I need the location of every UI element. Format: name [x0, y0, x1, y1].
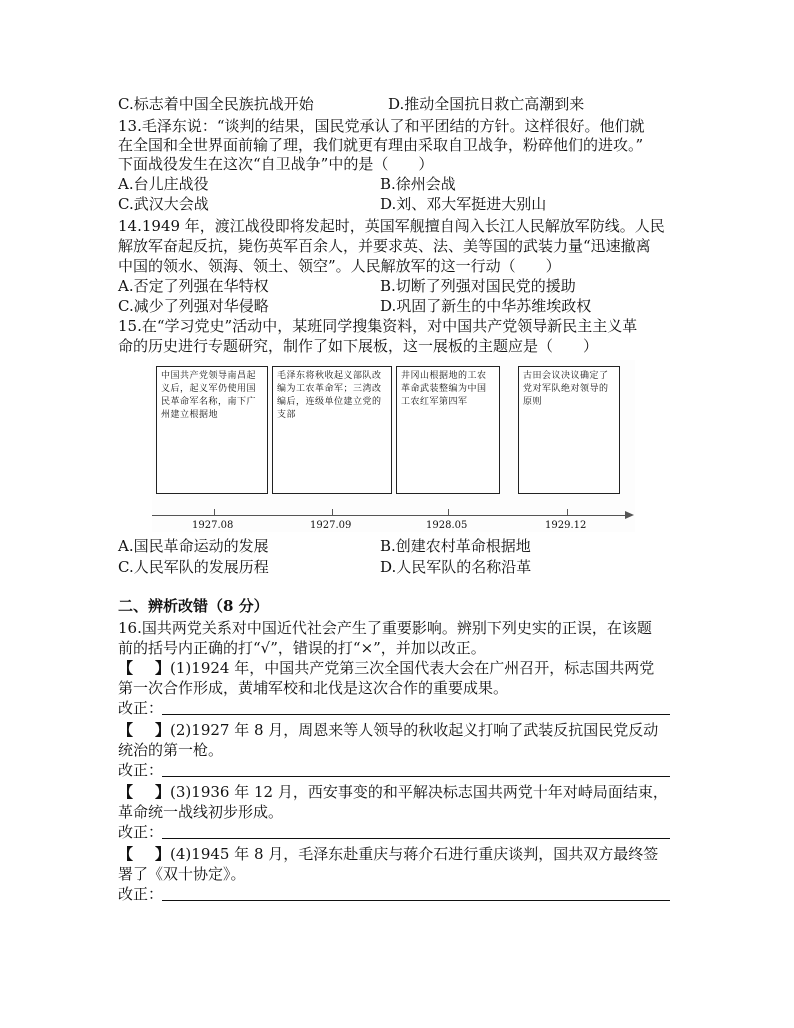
q14-option-d: D.巩固了新生的中华苏维埃政权 [380, 297, 592, 315]
timeline-date: 1929.12 [545, 520, 587, 531]
correction-label: 改正： [118, 823, 164, 841]
timeline-tick [448, 509, 449, 515]
answer-bracket-close[interactable]: 】 [155, 659, 171, 677]
q16-intro-line: 前的括号内正确的打“√”，错误的打“×”，并加以改正。 [118, 639, 486, 657]
q14-option-b: B.切断了列强对国民党的援助 [380, 277, 576, 295]
q14-stem-line: 解放军奋起反抗，毙伤英军百余人，并要求英、法、美等国的武装力量“迅速撤离 [118, 237, 651, 255]
q13-option-b: B.徐州会战 [380, 175, 456, 193]
q16-item-text: (1)1924 年，中国共产党第三次全国代表大会在广州召开，标志国共两党 [170, 659, 655, 677]
timeline-tick [332, 509, 333, 515]
correction-answer-line[interactable] [162, 900, 670, 901]
q13-option-d: D.刘、邓大军挺进大别山 [380, 195, 547, 213]
q15-option-b: B.创建农村革命根据地 [380, 537, 531, 555]
q16-item-2 [118, 720, 658, 740]
correction-answer-line[interactable] [162, 838, 670, 839]
q14-stem-line: 中国的领水、领海、领土、领空”。人民解放军的这一行动（ ） [118, 257, 561, 275]
timeline-arrow-icon [625, 511, 634, 519]
timeline-card: 中国共产党领导南昌起义后，起义军仍使用国民革命军名称，南下广州建立根据地 [156, 366, 268, 494]
timeline-card: 井冈山根据地的工农革命武装整编为中国工农红军第四军 [396, 366, 500, 494]
q13-stem-line: 在全国和全世界面前输了理，我们就更有理由采取自卫战争，粉碎他们的进攻。” [118, 136, 644, 154]
q14-option-a: A.否定了列强在华特权 [118, 277, 269, 295]
timeline-date: 1928.05 [426, 520, 468, 531]
correction-label: 改正： [118, 885, 164, 903]
answer-bracket-open[interactable]: 【 [118, 845, 134, 863]
q16-item-text: (4)1945 年 8 月，毛泽东赴重庆与蒋介石进行重庆谈判，国共双方最终签 [170, 845, 659, 863]
q13-stem-line: 13.毛泽东说：“谈判的结果，国民党承认了和平团结的方针。这样很好。他们就 [118, 117, 645, 135]
timeline-tick [214, 509, 215, 515]
answer-bracket-open[interactable]: 【 [118, 659, 134, 677]
answer-bracket-open[interactable]: 【 [118, 783, 134, 801]
q14-stem-line: 14.1949 年，渡江战役即将发起时，英国军舰擅自闯入长江人民解放军防线。人民 [118, 217, 665, 235]
q16-intro-line: 16.国共两党关系对中国近代社会产生了重要影响。辨别下列史实的正误，在该题 [118, 619, 652, 637]
q16-item-text-line2: 署了《双十协定》。 [118, 865, 246, 883]
timeline-date: 1927.09 [310, 520, 352, 531]
q14-option-c: C.减少了列强对华侵略 [118, 297, 269, 315]
q15-option-a: A.国民革命运动的发展 [118, 537, 269, 555]
q16-item-text: (2)1927 年 8 月，周恩来等人领导的秋收起义打响了武装反抗国民党反动 [170, 721, 659, 739]
q13-option-c: C.武汉大会战 [118, 195, 209, 213]
timeline-card: 毛泽东将秋收起义部队改编为工农革命军；三湾改编后，连级单位建立党的支部 [272, 366, 392, 494]
timeline-exhibit-board [152, 360, 635, 532]
timeline-axis [152, 515, 627, 516]
q13-option-a: A.台儿庄战役 [118, 175, 209, 193]
q12-option-c: C.标志着中国全民族抗战开始 [118, 95, 314, 113]
q12-option-d: D.推动全国抗日救亡高潮到来 [388, 95, 585, 113]
correction-label: 改正： [118, 699, 164, 717]
q15-stem-line: 命的历史进行专题研究，制作了如下展板，这一展板的主题应是（ ） [118, 337, 599, 355]
q16-item-3 [118, 782, 668, 802]
q15-stem-line: 15.在“学习党史”活动中，某班同学搜集资料，对中国共产党领导新民主主义革 [118, 317, 638, 335]
correction-label: 改正： [118, 761, 164, 779]
correction-answer-line[interactable] [162, 714, 670, 715]
section-heading: 二、辨析改错（8 分） [118, 597, 269, 615]
answer-bracket-close[interactable]: 】 [155, 845, 171, 863]
timeline-tick [567, 509, 568, 515]
answer-bracket-open[interactable]: 【 [118, 721, 134, 739]
correction-answer-line[interactable] [162, 776, 670, 777]
q16-item-1 [118, 658, 654, 678]
q16-item-text-line2: 第一次合作形成，黄埔军校和北伐是这次合作的重要成果。 [118, 679, 509, 697]
q16-item-4 [118, 844, 658, 864]
q16-item-text-line2: 统治的第一枪。 [118, 741, 224, 759]
q16-item-text: (3)1936 年 12 月，西安事变的和平解决标志国共两党十年对峙局面结束， [170, 783, 668, 801]
answer-bracket-close[interactable]: 】 [155, 721, 171, 739]
timeline-card: 古田会议决议确定了党对军队绝对领导的原则 [518, 366, 620, 494]
answer-bracket-close[interactable]: 】 [155, 783, 171, 801]
q15-option-d: D.人民军队的名称沿革 [380, 558, 532, 576]
timeline-date: 1927.08 [192, 520, 234, 531]
q15-option-c: C.人民军队的发展历程 [118, 558, 269, 576]
q13-stem-line: 下面战役发生在这次“自卫战争”中的是（ ） [118, 155, 434, 173]
q16-item-text-line2: 革命统一战线初步形成。 [118, 803, 284, 821]
